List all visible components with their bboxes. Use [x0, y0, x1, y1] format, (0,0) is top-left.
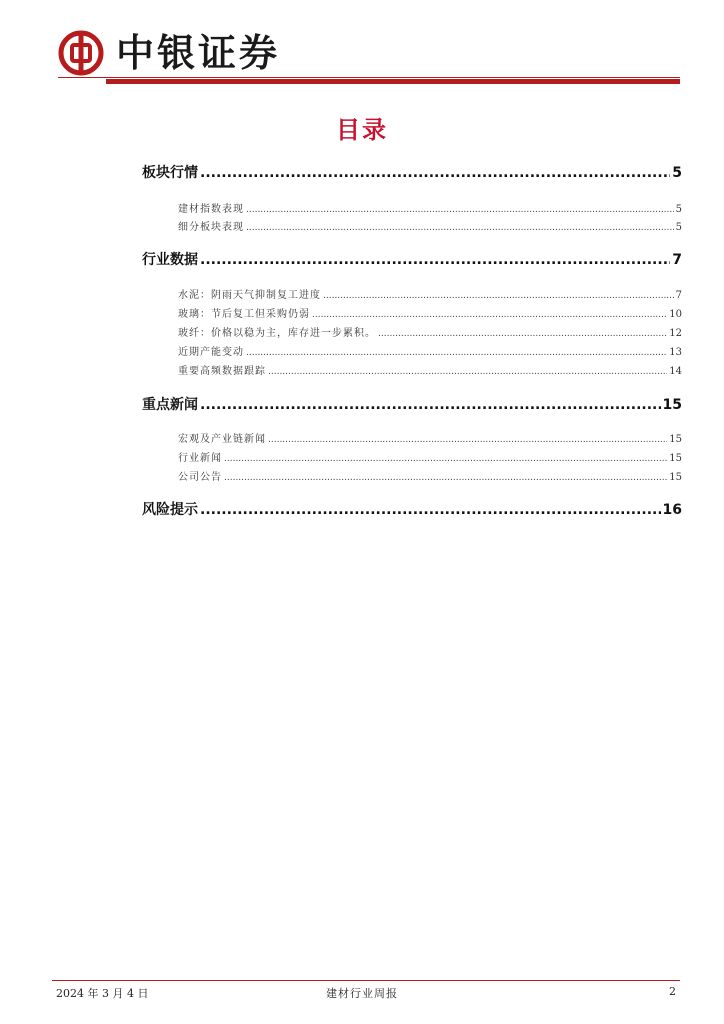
footer-date: 2024 年 3 月 4 日 — [56, 987, 149, 1000]
footer-report-title: 建材行业周报 — [326, 987, 398, 1000]
toc-entry[interactable] — [178, 449, 682, 464]
toc-heading: 目录 — [336, 116, 388, 144]
toc-entry[interactable] — [178, 324, 682, 339]
dot-leader — [224, 454, 667, 464]
dot-leader — [200, 165, 670, 181]
page-header — [0, 0, 724, 90]
toc-entry-page: 5 — [675, 222, 682, 233]
footer-rule — [52, 980, 680, 981]
dot-leader — [268, 367, 667, 377]
toc-entry-page: 5 — [672, 165, 682, 181]
toc-entry[interactable] — [178, 286, 682, 301]
dot-leader — [246, 348, 667, 358]
toc-entry[interactable] — [178, 218, 682, 233]
dot-leader — [378, 329, 667, 339]
toc-entry[interactable] — [142, 499, 682, 519]
toc-entry[interactable] — [178, 305, 682, 320]
dot-leader — [200, 252, 670, 268]
bank-of-china-logo-icon — [58, 30, 104, 76]
toc-entry[interactable] — [178, 200, 682, 215]
toc-entry-title: 重点新闻 — [142, 397, 198, 413]
brand-name: 中银证券 — [116, 31, 281, 75]
toc-entry-title: 行业新闻 — [178, 453, 222, 464]
toc-entry-title: 建材指数表现 — [178, 204, 244, 215]
toc-entry-title: 水泥：阴雨天气抑制复工进度 — [178, 290, 321, 301]
toc-entry-page: 13 — [669, 347, 682, 358]
toc-entry-title: 行业数据 — [142, 252, 198, 268]
toc-entry-title: 玻璃：节后复工但采购仍弱 — [178, 309, 310, 320]
dot-leader — [246, 223, 674, 233]
dot-leader — [268, 435, 667, 445]
toc-entry-title: 风险提示 — [142, 502, 198, 518]
toc-entry-page: 16 — [662, 502, 682, 518]
toc-entry[interactable] — [178, 343, 682, 358]
toc-entry-page: 15 — [662, 397, 682, 413]
dot-leader — [323, 291, 674, 301]
dot-leader — [312, 310, 667, 320]
toc-entry[interactable] — [178, 468, 682, 483]
toc-entry-page: 15 — [669, 453, 682, 464]
dot-leader — [224, 473, 667, 483]
toc-entry-title: 玻纤：价格以稳为主，库存进一步累积。 — [178, 328, 376, 339]
dot-leader — [200, 502, 661, 518]
toc-entry-title: 重要高频数据跟踪 — [178, 366, 266, 377]
toc-entry-title: 近期产能变动 — [178, 347, 244, 358]
dot-leader — [200, 397, 661, 413]
toc-entry-page: 7 — [675, 290, 682, 301]
toc-entry-page: 12 — [669, 328, 682, 339]
toc-entry-title: 公司公告 — [178, 472, 222, 483]
toc-entry[interactable] — [178, 430, 682, 445]
toc-entry[interactable] — [142, 249, 682, 269]
toc-entry-title: 宏观及产业链新闻 — [178, 434, 266, 445]
toc-entry[interactable] — [178, 362, 682, 377]
toc-entry-page: 7 — [672, 252, 682, 268]
header-rule-bold — [106, 79, 680, 84]
header-rule — [58, 77, 680, 78]
toc-entry-page: 5 — [675, 204, 682, 215]
toc-entry-title: 板块行情 — [142, 165, 198, 181]
toc-entry[interactable] — [142, 394, 682, 414]
dot-leader — [246, 205, 674, 215]
toc-entry-title: 细分板块表现 — [178, 222, 244, 233]
toc-entry-page: 15 — [669, 472, 682, 483]
toc-entry[interactable] — [142, 162, 682, 182]
toc-entry-page: 14 — [669, 366, 682, 377]
toc-entry-page: 10 — [669, 309, 682, 320]
footer-page-number: 2 — [669, 985, 676, 998]
toc-entry-page: 15 — [669, 434, 682, 445]
